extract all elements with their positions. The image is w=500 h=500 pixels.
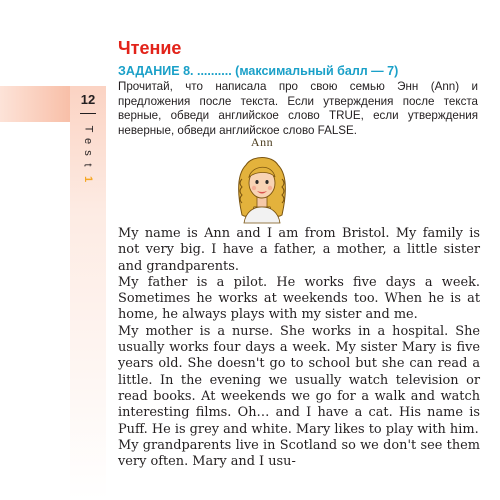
side-test-letter: t [82, 163, 94, 167]
side-test-letter: e [82, 137, 94, 145]
side-test-number: 1 [82, 175, 94, 183]
portrait-caption: Ann [250, 135, 274, 149]
task-heading: ЗАДАНИЕ 8. .......... (максимальный балл — 7) [118, 64, 399, 78]
side-test-letter: T [81, 125, 94, 133]
margin-tab [0, 86, 70, 122]
page-number: 12 [80, 92, 96, 107]
story-paragraph: My grandparents live in Scotland so we don't see them very often. Mary and I usu- [118, 437, 480, 470]
girl-portrait-icon [226, 135, 298, 225]
section-title: Чтение [118, 38, 182, 58]
side-test-letter: s [82, 150, 94, 156]
story-paragraph: My father is a pilot. He works five days a week. Sometimes he works at weekends too. When he is at home, he always plays with my sister and me. [118, 274, 480, 323]
page-number-rule [80, 113, 96, 114]
reading-text [118, 226, 480, 470]
ann-portrait [226, 135, 298, 225]
story-paragraph: My mother is a nurse. She works in a hospital. She usually works four days a week. My sister Mary is five years old. She doesn't go to school but she can read a little. In the evening we usually watch television or read books. At weekends we go for a walk and watch interesting films. Oh… and I have a cat. His name is Puff. He is grey and white. Mary likes to play with him. [118, 323, 480, 437]
task-instructions: Прочитай, что написала про свою семью Энн (Ann) и предложения после текста. Если утверждения после текста верные, обведи английское слово TRUE, если утверждения неверные, обведи английское слово FALSE. [118, 80, 478, 137]
story-paragraph: My name is Ann and I am from Bristol. My family is not very big. I have a father, a mother, a little sister and grandparents. [118, 226, 480, 274]
side-test-label [79, 123, 97, 185]
